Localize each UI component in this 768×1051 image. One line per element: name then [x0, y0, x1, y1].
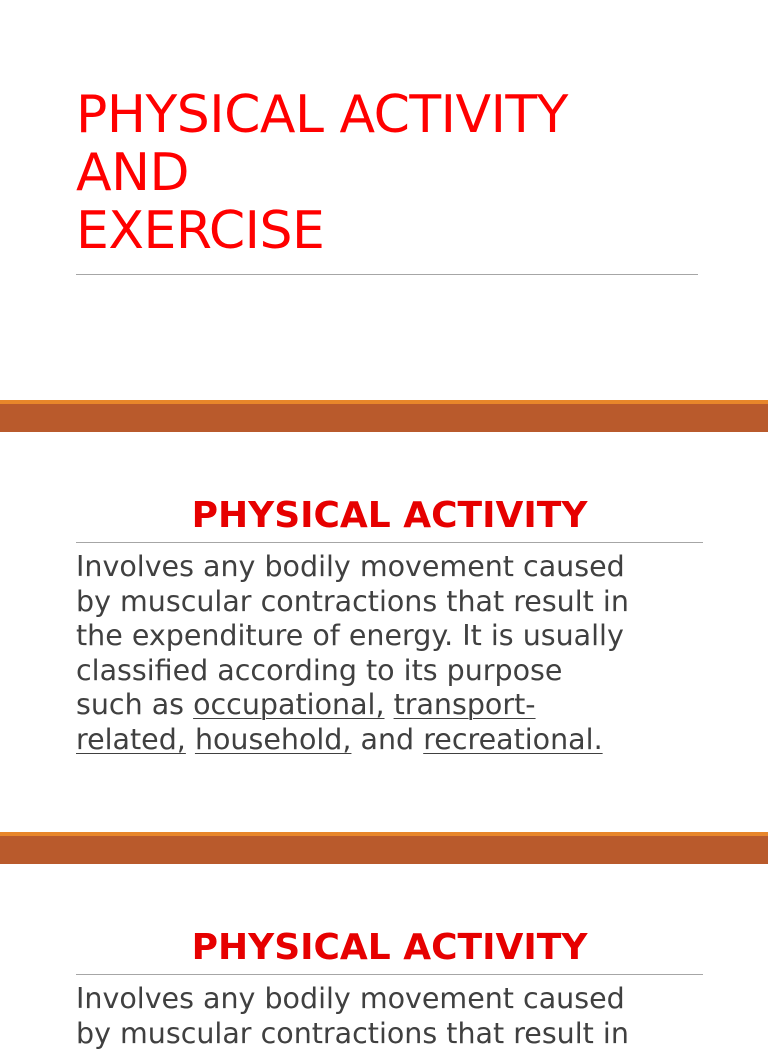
title-underline-rule	[76, 274, 698, 275]
section-heading: PHYSICAL ACTIVITY	[191, 927, 588, 968]
slide-divider-band	[0, 400, 768, 432]
title-line: AND	[76, 143, 190, 203]
heading-rule	[76, 542, 703, 543]
paragraph-line	[76, 723, 703, 758]
paragraph-line: Involves any bodily movement caused	[76, 982, 625, 1015]
transport-related-link[interactable]: related,	[76, 722, 186, 756]
paragraph-line: the expenditure of energy. It is usually	[76, 619, 624, 653]
presentation-title	[76, 86, 568, 260]
title-line: PHYSICAL ACTIVITY	[76, 85, 568, 145]
heading-rule	[76, 974, 703, 975]
transport-related-link[interactable]: transport-	[393, 688, 536, 722]
line-text: such as	[76, 688, 194, 722]
space	[186, 723, 195, 756]
section-heading: PHYSICAL ACTIVITY	[191, 495, 588, 536]
paragraph-line	[76, 688, 703, 723]
paragraph-line: classified according to its purpose	[76, 653, 563, 687]
paragraph-line: by muscular contractions that result in	[76, 584, 629, 618]
occupational-link[interactable]: occupational,	[193, 688, 385, 722]
household-link[interactable]: household,	[194, 722, 352, 756]
title-line: EXERCISE	[76, 201, 325, 261]
slide-divider-band	[0, 832, 768, 864]
content-slide	[0, 864, 768, 1050]
space	[385, 688, 394, 721]
definition-paragraph	[76, 982, 703, 1051]
content-slide	[0, 432, 768, 832]
paragraph-line: Involves any bodily movement caused	[76, 550, 625, 583]
title-slide	[0, 0, 768, 400]
paragraph-line: by muscular contractions that result in	[76, 1016, 629, 1050]
recreational-link[interactable]: recreational.	[423, 722, 603, 756]
line-text: and	[351, 722, 424, 756]
definition-paragraph	[76, 550, 703, 758]
